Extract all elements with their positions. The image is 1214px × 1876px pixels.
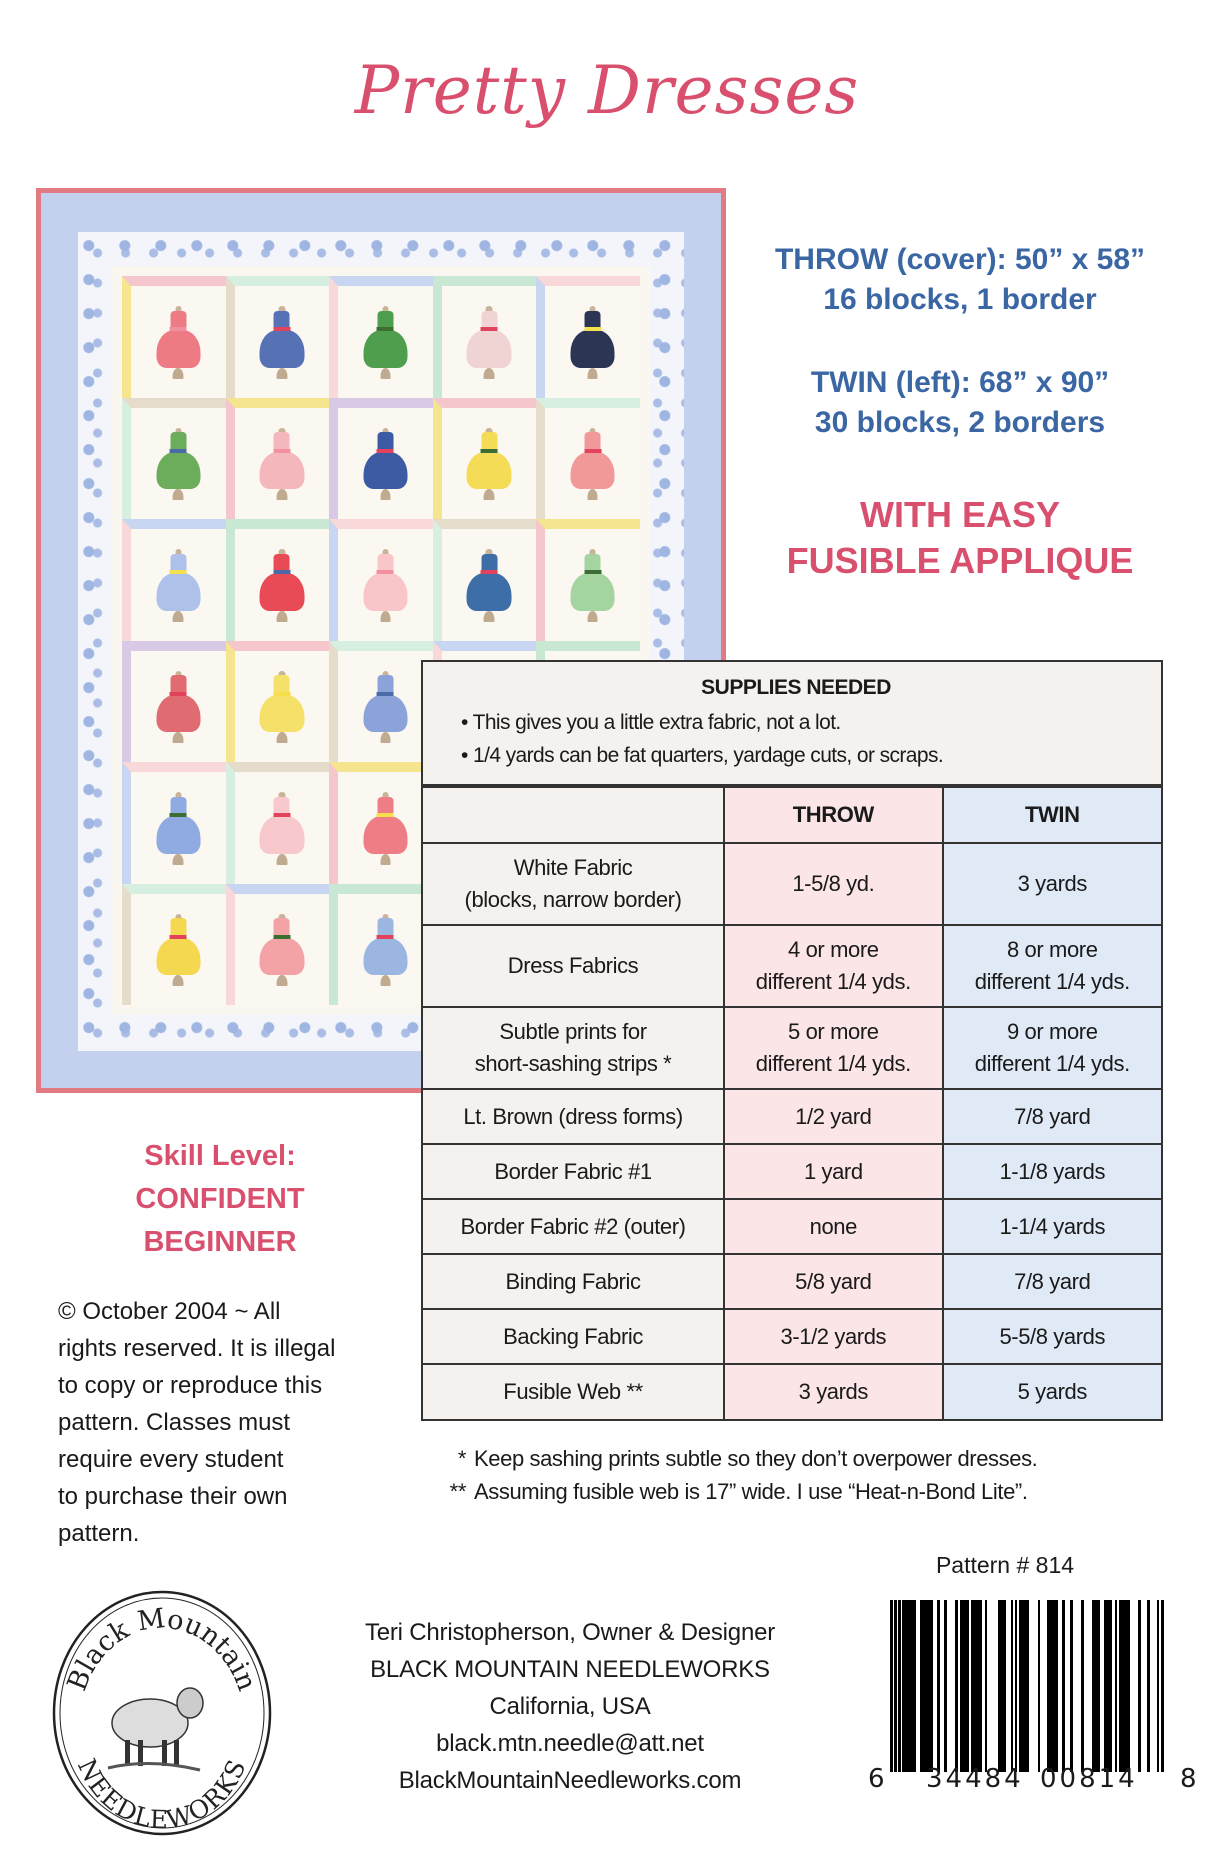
- feature-callout: [730, 492, 1190, 584]
- item-cell: Border Fabric #1: [423, 1144, 724, 1199]
- table-row: [423, 1254, 1161, 1309]
- twin-cell: 7/8 yard: [943, 1254, 1161, 1309]
- item-cell: Lt. Brown (dress forms): [423, 1089, 724, 1144]
- throw-cell: 1 yard: [724, 1144, 942, 1199]
- dress-applique-icon: [152, 792, 205, 870]
- dress-applique-icon: [255, 549, 308, 627]
- dress-block: [433, 398, 537, 520]
- company-name: BLACK MOUNTAIN NEEDLEWORKS: [370, 1656, 770, 1683]
- dress-block: [226, 762, 330, 884]
- throw-size: THROW (cover): 50” x 58”: [774, 243, 1146, 276]
- dress-block: [122, 276, 226, 398]
- item-cell: Border Fabric #2 (outer): [423, 1199, 724, 1254]
- dress-applique-icon: [152, 428, 205, 506]
- supplies-table: [421, 660, 1163, 1421]
- feature-line-2: FUSIBLE APPLIQUE: [786, 540, 1134, 581]
- item-cell: Fusible Web **: [423, 1364, 724, 1419]
- table-row: [423, 1199, 1161, 1254]
- dress-applique-icon: [359, 306, 412, 384]
- twin-blocks: 30 blocks, 2 borders: [814, 406, 1106, 439]
- dress-block: [122, 519, 226, 641]
- barcode-bars: [890, 1600, 1164, 1772]
- dress-block: [433, 276, 537, 398]
- dress-applique-icon: [566, 549, 619, 627]
- dress-applique-icon: [359, 671, 412, 749]
- table-header-row: [423, 787, 1161, 843]
- barcode-right-group: 00814: [1040, 1764, 1138, 1794]
- dress-applique-icon: [152, 306, 205, 384]
- dress-block: [226, 519, 330, 641]
- dress-applique-icon: [255, 306, 308, 384]
- dress-applique-icon: [359, 549, 412, 627]
- dress-block: [226, 884, 330, 1006]
- column-header-item: [423, 787, 724, 843]
- skill-level: [60, 1135, 380, 1264]
- table-row: [423, 1144, 1161, 1199]
- twin-cell: 8 or more different 1/4 yds.: [943, 925, 1161, 1007]
- pattern-number: Pattern # 814: [935, 1552, 1075, 1578]
- table-row: [423, 1089, 1161, 1144]
- column-header-twin: TWIN: [943, 787, 1161, 843]
- svg-text:Black Mountain: Black Mountain: [61, 1603, 263, 1696]
- table-row: [423, 1007, 1161, 1089]
- dress-block: [226, 276, 330, 398]
- dress-block: [122, 762, 226, 884]
- throw-blocks: 16 blocks, 1 border: [823, 283, 1097, 316]
- dress-applique-icon: [359, 792, 412, 870]
- upc-barcode: [868, 1600, 1198, 1800]
- throw-cell: 3 yards: [724, 1364, 942, 1419]
- skill-label: Skill Level:: [144, 1140, 296, 1172]
- throw-size-info: [730, 240, 1190, 320]
- table-row: [423, 843, 1161, 925]
- item-cell: Binding Fabric: [423, 1254, 724, 1309]
- email-link[interactable]: black.mtn.needle@att.net: [436, 1730, 704, 1757]
- website-link[interactable]: BlackMountainNeedleworks.com: [398, 1767, 742, 1794]
- dress-block: [329, 398, 433, 520]
- twin-cell: 5-5/8 yards: [943, 1309, 1161, 1364]
- dress-block: [329, 884, 433, 1006]
- dress-block: [122, 884, 226, 1006]
- throw-cell: none: [724, 1199, 942, 1254]
- barcode-check-digit: 8: [1180, 1764, 1200, 1794]
- supplies-note: • This gives you a little extra fabric, not a lot.: [447, 706, 1145, 739]
- designer-name: Teri Christopherson, Owner & Designer: [364, 1619, 776, 1646]
- skill-value: CONFIDENT: [135, 1183, 305, 1215]
- twin-cell: 5 yards: [943, 1364, 1161, 1419]
- twin-cell: 1-1/4 yards: [943, 1199, 1161, 1254]
- table-row: [423, 925, 1161, 1007]
- item-cell: Subtle prints for short-sashing strips *: [423, 1007, 724, 1089]
- dress-block: [122, 398, 226, 520]
- throw-cell: 3-1/2 yards: [724, 1309, 942, 1364]
- location: California, USA: [489, 1693, 651, 1720]
- dress-applique-icon: [255, 671, 308, 749]
- twin-size-info: [730, 363, 1190, 443]
- dress-applique-icon: [152, 914, 205, 992]
- supplies-note: • 1/4 yards can be fat quarters, yardage cuts, or scraps.: [447, 739, 1145, 772]
- dress-applique-icon: [152, 549, 205, 627]
- dress-applique-icon: [463, 428, 516, 506]
- dress-applique-icon: [359, 428, 412, 506]
- footnote: ** Assuming fusible web is 17” wide. I use “Heat-n-Bond Lite”.: [449, 1479, 1028, 1504]
- item-cell: White Fabric (blocks, narrow border): [423, 843, 724, 925]
- twin-size: TWIN (left): 68” x 90”: [810, 366, 1110, 399]
- supplies-header: [423, 662, 1161, 786]
- dress-block: [226, 398, 330, 520]
- twin-cell: 1-1/8 yards: [943, 1144, 1161, 1199]
- dress-applique-icon: [463, 306, 516, 384]
- dress-block: [329, 762, 433, 884]
- throw-cell: 5/8 yard: [724, 1254, 942, 1309]
- dress-applique-icon: [463, 549, 516, 627]
- yardage-table: [423, 786, 1161, 1419]
- twin-cell: 9 or more different 1/4 yds.: [943, 1007, 1161, 1089]
- sheep-icon: [50, 1588, 275, 1838]
- dress-applique-icon: [566, 428, 619, 506]
- dress-block: [329, 641, 433, 763]
- throw-cell: 4 or more different 1/4 yds.: [724, 925, 942, 1007]
- dress-applique-icon: [255, 428, 308, 506]
- copyright-notice: © October 2004 ~ All rights reserved. It is illegal to copy or reproduce this pattern. Classes must require every student to purchase their own pattern.: [58, 1298, 336, 1547]
- table-row: [423, 1309, 1161, 1364]
- dress-applique-icon: [566, 306, 619, 384]
- barcode-lead-digit: 6: [868, 1764, 888, 1794]
- dress-block: [329, 519, 433, 641]
- dress-block: [536, 519, 640, 641]
- dress-block: [122, 641, 226, 763]
- table-row: [423, 1364, 1161, 1419]
- dress-block: [226, 641, 330, 763]
- dress-applique-icon: [359, 914, 412, 992]
- dress-applique-icon: [255, 914, 308, 992]
- feature-line-1: WITH EASY: [859, 494, 1060, 535]
- dress-applique-icon: [255, 792, 308, 870]
- black-mountain-logo: [50, 1588, 275, 1838]
- column-header-throw: THROW: [724, 787, 942, 843]
- twin-cell: 3 yards: [943, 843, 1161, 925]
- throw-cell: 1/2 yard: [724, 1089, 942, 1144]
- svg-text:NEEDLEWORKS: NEEDLEWORKS: [71, 1754, 252, 1835]
- barcode-left-group: 34484: [926, 1764, 1024, 1794]
- contact-info: [300, 1614, 840, 1799]
- footnote: * Keep sashing prints subtle so they don’t overpower dresses.: [457, 1446, 1038, 1471]
- dress-block: [433, 519, 537, 641]
- supplies-heading: SUPPLIES NEEDED: [701, 676, 891, 699]
- footnotes: [436, 1442, 1176, 1508]
- throw-cell: 5 or more different 1/4 yds.: [724, 1007, 942, 1089]
- throw-cell: 1-5/8 yd.: [724, 843, 942, 925]
- dress-block: [536, 398, 640, 520]
- item-cell: Dress Fabrics: [423, 925, 724, 1007]
- twin-cell: 7/8 yard: [943, 1089, 1161, 1144]
- dress-applique-icon: [152, 671, 205, 749]
- skill-value: BEGINNER: [143, 1226, 297, 1258]
- item-cell: Backing Fabric: [423, 1309, 724, 1364]
- pattern-title: Pretty Dresses: [354, 52, 860, 129]
- dress-block: [536, 276, 640, 398]
- dress-block: [329, 276, 433, 398]
